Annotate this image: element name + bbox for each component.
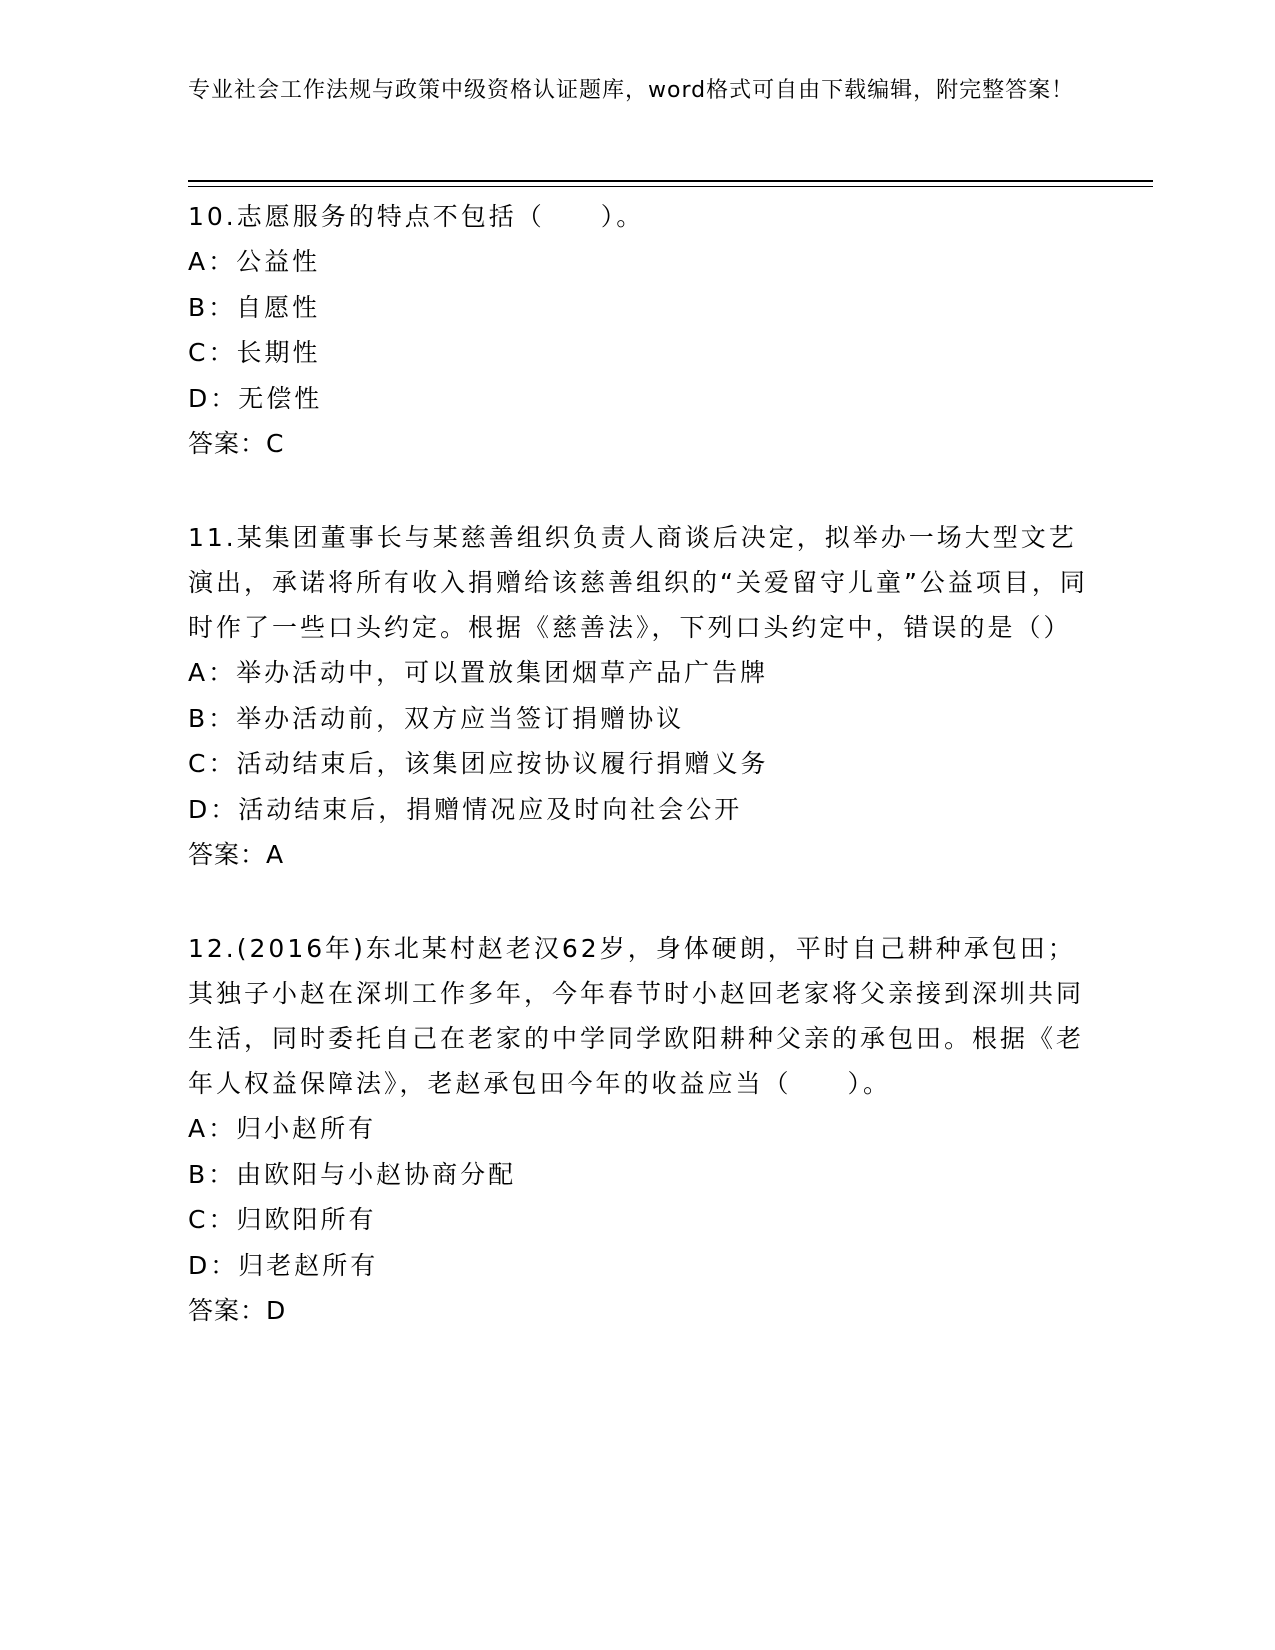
option-c: C：归欧阳所有 <box>188 1205 377 1234</box>
option-d: D：活动结束后，捐赠情况应及时向社会公开 <box>188 794 743 824</box>
option-c: C：长期性 <box>188 338 321 367</box>
option-a: A：归小赵所有 <box>188 1114 377 1143</box>
question-11 <box>188 515 1088 878</box>
question-list <box>188 194 1088 1382</box>
header-divider-thick <box>188 180 1153 182</box>
answer-value: A <box>266 840 285 869</box>
option-c: C：活动结束后，该集团应按协议履行捐赠义务 <box>188 749 769 778</box>
option-a: A：举办活动中，可以置放集团烟草产品广告牌 <box>188 658 769 687</box>
answer-line <box>188 832 1088 878</box>
question-stem: 10.志愿服务的特点不包括（ ）。 <box>188 202 645 231</box>
option-a: A：公益性 <box>188 247 321 276</box>
option-d: D：无偿性 <box>188 383 323 413</box>
answer-label: 答案： <box>188 1296 267 1325</box>
header-divider-thin <box>188 186 1153 187</box>
option-b: B：自愿性 <box>188 292 321 322</box>
answer-label: 答案： <box>188 840 267 869</box>
question-stem: 12.(2016年)东北某村赵老汉62岁，身体硬朗，平时自己耕种承包田；其独子小赵在深圳工作多年，今年春节时小赵回老家将父亲接到深圳共同生活，同时委托自己在老家的中学同学欧阳耕种父亲的承包田。根据《老年人权益保障法》，老赵承包田今年的收益应当（ ）。 <box>188 934 1085 1098</box>
option-d: D：归老赵所有 <box>188 1250 379 1280</box>
question-stem: 11.某集团董事长与某慈善组织负责人商谈后决定，拟举办一场大型文艺演出，承诺将所有收入捐赠给该慈善组织的“关爱留守儿童”公益项目，同时作了一些口头约定。根据《慈善法》，下列口头约定中，错误的是（） <box>188 523 1088 642</box>
question-10 <box>188 194 1088 467</box>
answer-line <box>188 1288 1088 1334</box>
option-b: B：举办活动前，双方应当签订捐赠协议 <box>188 703 685 733</box>
question-12 <box>188 926 1088 1334</box>
option-b: B：由欧阳与小赵协商分配 <box>188 1159 517 1189</box>
page-header: 专业社会工作法规与政策中级资格认证题库，word格式可自由下载编辑，附完整答案！ <box>188 78 1075 103</box>
answer-line <box>188 421 1088 467</box>
answer-label: 答案： <box>188 429 267 458</box>
answer-value: C <box>266 429 285 458</box>
answer-value: D <box>266 1296 287 1325</box>
